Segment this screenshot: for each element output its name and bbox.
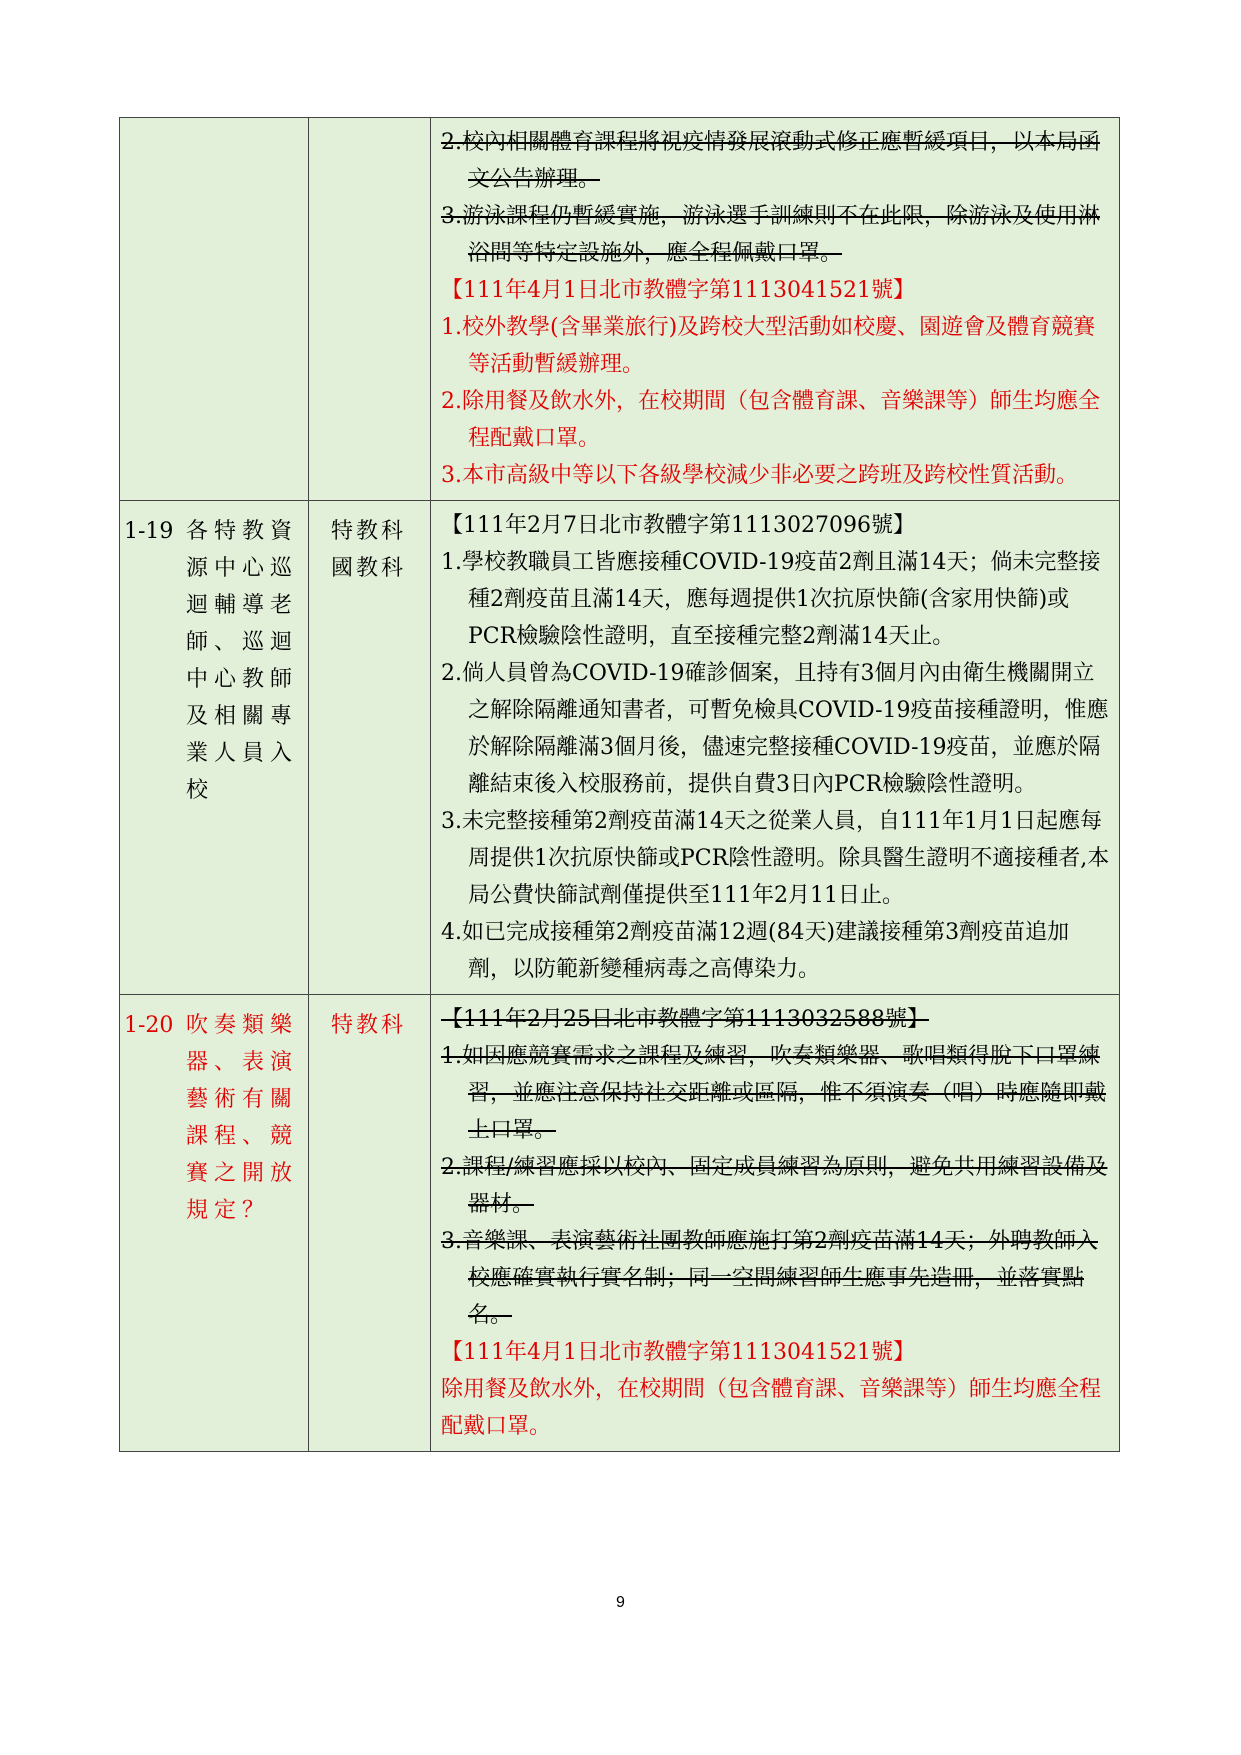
- item-cell: [120, 995, 309, 1452]
- department: 國教科: [331, 556, 407, 581]
- guideline-table: [119, 117, 1120, 1452]
- content-cell: [431, 118, 1120, 501]
- content-item: 2.校內相關體育課程將視疫情發展滾動式修正應暫緩項目，以本局函文公告辦理。: [441, 130, 1100, 192]
- content-item: 3.音樂課、表演藝術社團教師應施打第2劑疫苗滿14天；外聘教師入校應確實執行實名制；同一空間練習師生應事先造冊，並落實點名。: [441, 1229, 1098, 1328]
- content-item: 3.未完整接種第2劑疫苗滿14天之從業人員，自111年1月1日起應每周提供1次抗原快篩或PCR陰性證明。除具醫生證明不適接種者,本局公費快篩試劑僅提供至111年2月11日止。: [441, 809, 1110, 908]
- content-item: 2.除用餐及飲水外，在校期間（包含體育課、音樂課等）師生均應全程配戴口罩。: [441, 389, 1100, 451]
- item-topic: 各特教資源中心巡迴輔導老師、巡迴中心教師及相關專業人員入校: [186, 519, 299, 803]
- content-cell: [431, 501, 1120, 995]
- dept-cell: [309, 501, 431, 995]
- item-cell: [120, 501, 309, 995]
- dept-cell: [309, 118, 431, 501]
- content-item: 3.游泳課程仍暫緩實施，游泳選手訓練則不在此限，除游泳及使用淋浴間等特定設施外，應全程佩戴口罩。: [441, 204, 1100, 266]
- department: 特教科: [331, 1013, 407, 1038]
- content-item: 2.倘人員曾為COVID-19確診個案，且持有3個月內由衛生機關開立之解除隔離通知書者，可暫免檢具COVID-19疫苗接種證明，惟應於解除隔離滿3個月後，儘速完整接種COVID-19疫苗，並應於隔離結束後入校服務前，提供自費3日內PCR檢驗陰性證明。: [441, 661, 1109, 797]
- item-topic: 吹奏類樂器、表演藝術有關課程、競賽之開放規定？: [186, 1013, 299, 1223]
- table-row: [120, 501, 1120, 995]
- table-row: [120, 118, 1120, 501]
- content-cell: [431, 995, 1120, 1452]
- content-item: 1.如因應競賽需求之課程及練習，吹奏類樂器、歌唱類得脫下口罩練習，並應注意保持社交距離或區隔，惟不須演奏（唱）時應隨即戴上口罩。: [441, 1044, 1107, 1143]
- content-item: 3.本市高級中等以下各級學校減少非必要之跨班及跨校性質活動。: [441, 463, 1078, 488]
- content-item: 1.學校教職員工皆應接種COVID-19疫苗2劑且滿14天；倘未完整接種2劑疫苗且滿14天，應每週提供1次抗原快篩(含家用快篩)或PCR檢驗陰性證明，直至接種完整2劑滿14天止。: [441, 550, 1101, 649]
- department: 特教科: [331, 519, 407, 544]
- item-number: 1-20: [124, 1013, 174, 1038]
- dept-cell: [309, 995, 431, 1452]
- content-item: 除用餐及飲水外，在校期間（包含體育課、音樂課等）師生均應全程配戴口罩。: [441, 1377, 1102, 1439]
- content-item: 1.校外教學(含畢業旅行)及跨校大型活動如校慶、園遊會及體育競賽等活動暫緩辦理。: [441, 315, 1096, 377]
- doc-reference: 【111年4月1日北市教體字第1113041521號】: [441, 278, 915, 303]
- item-cell: [120, 118, 309, 501]
- page-number: 9: [616, 1594, 625, 1611]
- doc-reference: 【111年2月25日北市教體字第1113032588號】: [441, 1007, 929, 1032]
- doc-reference: 【111年2月7日北市教體字第1113027096號】: [441, 513, 915, 538]
- table-row: [120, 995, 1120, 1452]
- item-number: 1-19: [124, 519, 174, 544]
- content-item: 4.如已完成接種第2劑疫苗滿12週(84天)建議接種第3劑疫苗追加劑，以防範新變種病毒之高傳染力。: [441, 920, 1070, 982]
- doc-reference: 【111年4月1日北市教體字第1113041521號】: [441, 1340, 915, 1365]
- content-item: 2.課程/練習應採以校內、固定成員練習為原則，避免共用練習設備及器材。: [441, 1155, 1108, 1217]
